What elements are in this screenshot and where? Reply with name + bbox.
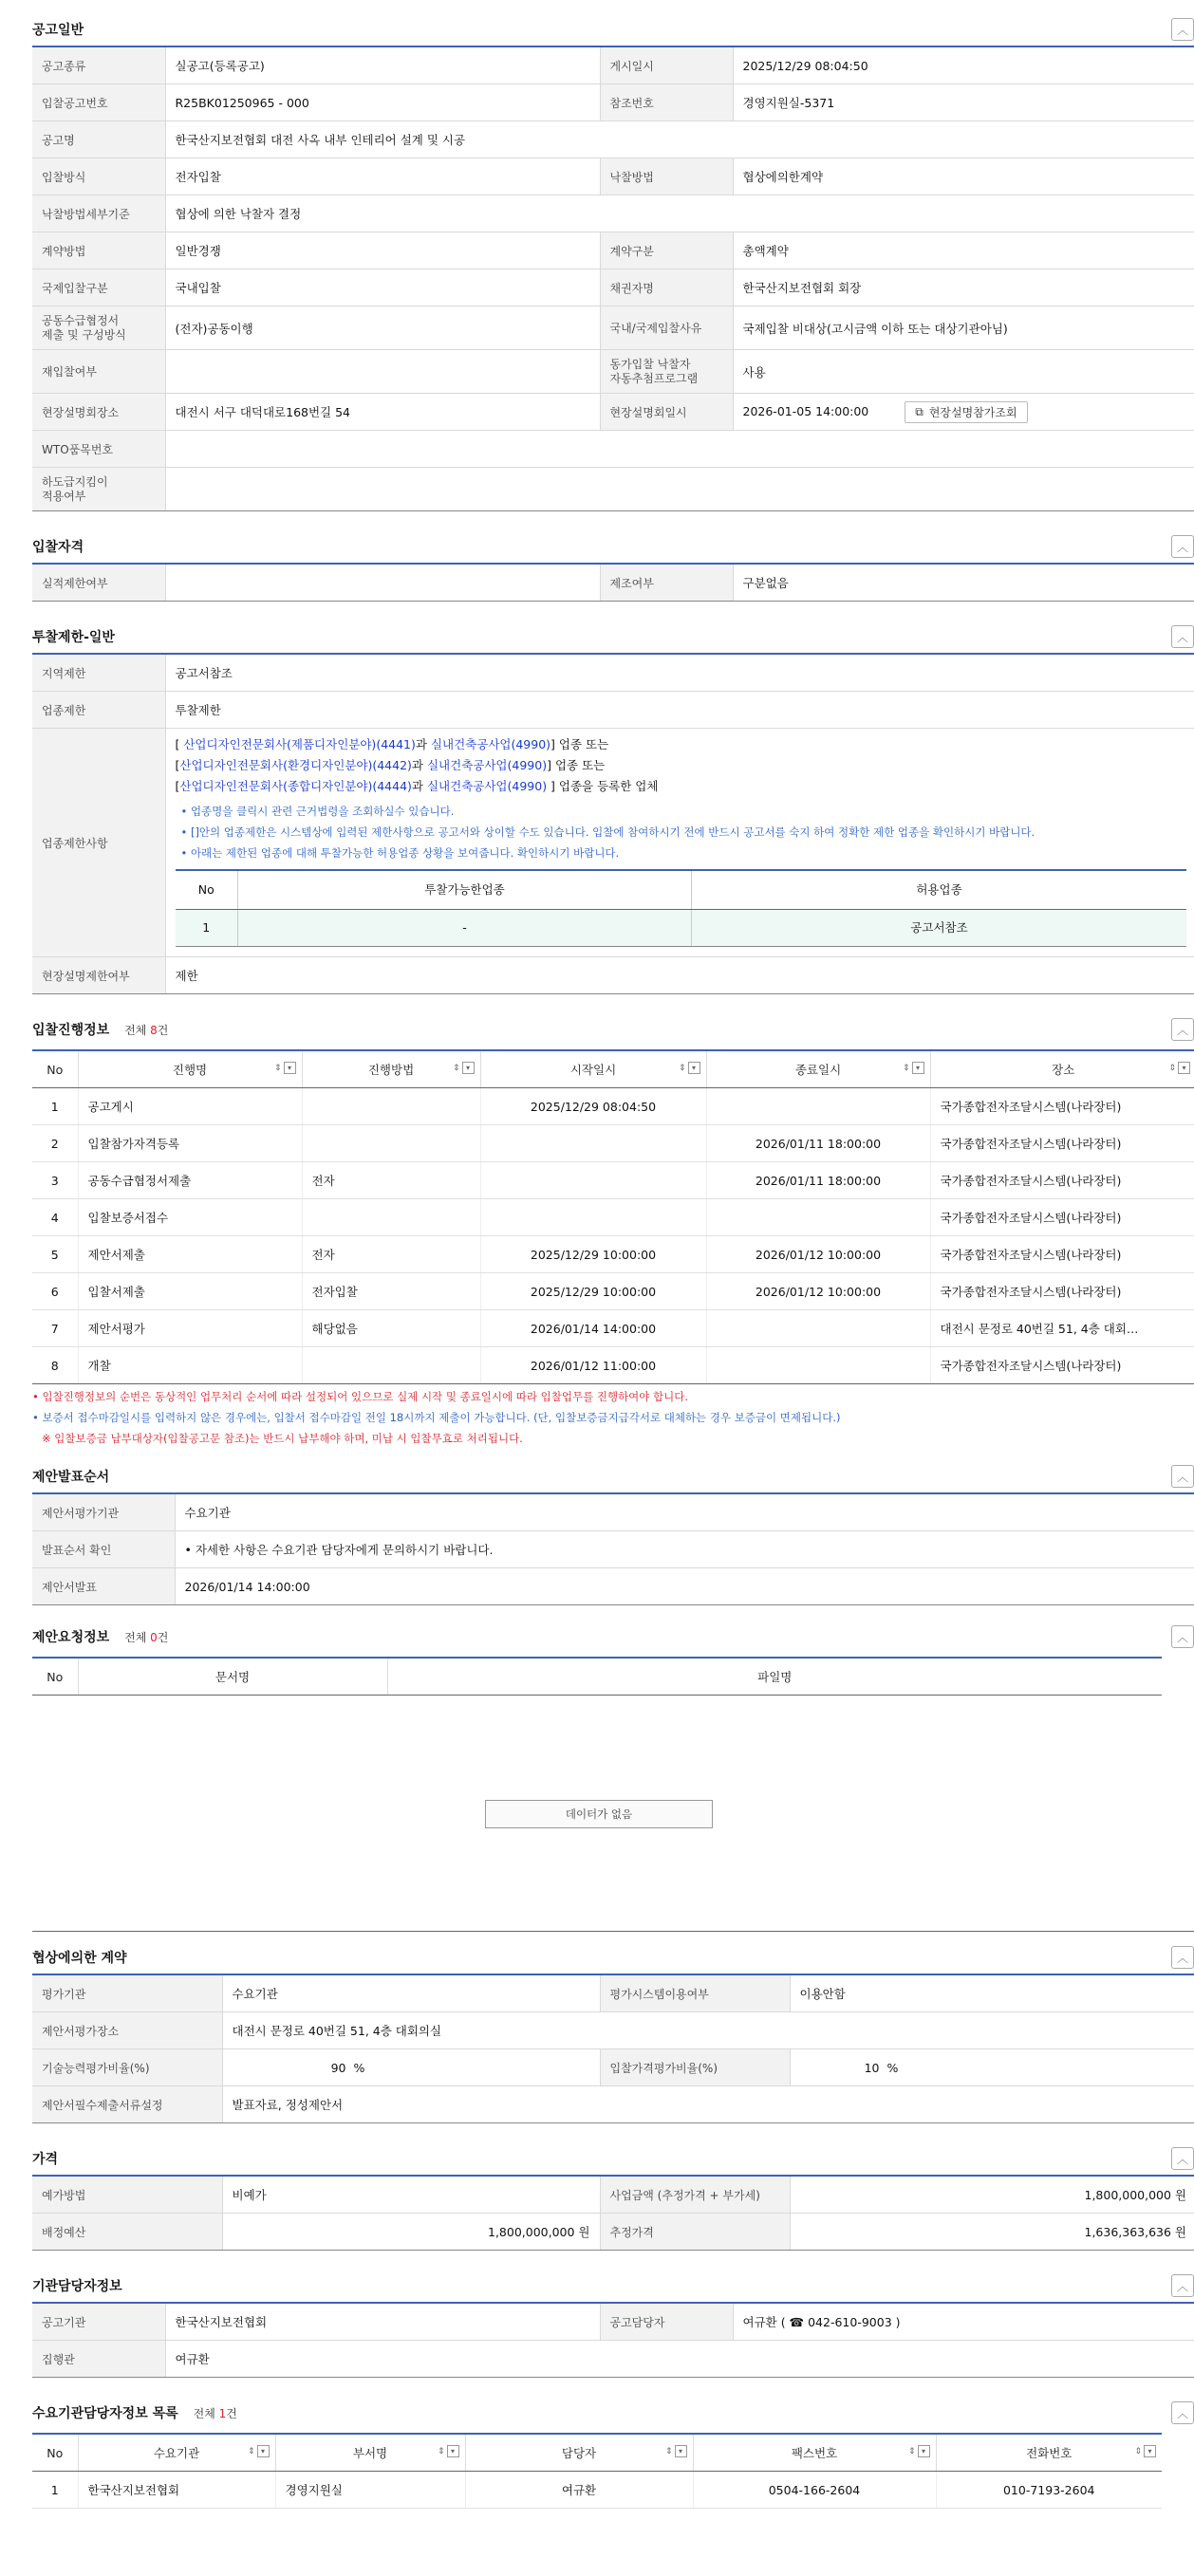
col-header-label: 시작일시 — [569, 1063, 617, 1077]
count-prefix: 전체 — [124, 1024, 151, 1037]
industry-line: [산업디자인전문회사(종합디자인분야)(4444)과 실내건축공사업(4990) ] 업종을 등록한 업체 — [175, 779, 659, 793]
value — [165, 431, 1194, 468]
table-row — [32, 1273, 1194, 1310]
value — [222, 2049, 600, 2086]
cell: 국가종합전자조달시스템(나라장터) — [930, 1236, 1194, 1273]
value: 전자입찰 — [165, 158, 600, 195]
section-title — [32, 1627, 168, 1646]
cell — [706, 1199, 930, 1236]
table-row — [32, 1088, 1194, 1125]
presentation-table — [32, 1494, 1194, 1605]
cell: 6 — [32, 1273, 78, 1310]
cell — [706, 1088, 930, 1125]
chevron-up-icon[interactable]: ︿ — [1171, 2147, 1194, 2170]
label: 현장설명회장소 — [32, 394, 165, 431]
col-header[interactable] — [465, 2434, 693, 2472]
industry-restriction-detail — [165, 729, 1194, 957]
count — [194, 2407, 237, 2420]
label: 현장설명회일시 — [600, 394, 733, 431]
sort-icon[interactable]: ⇕ ▾ — [274, 1062, 296, 1074]
cell — [302, 1199, 480, 1236]
cell: - — [238, 910, 692, 947]
label — [32, 306, 165, 350]
cell: 2025/12/29 10:00:00 — [480, 1273, 706, 1310]
col-header-label: 수요기관 — [153, 2446, 200, 2460]
label: 예가방법 — [32, 2177, 222, 2214]
qualification-table — [32, 565, 1194, 602]
cell: 입찰참가자격등록 — [78, 1125, 302, 1162]
value: (전자)공동이행 — [165, 306, 600, 350]
section-title: 기관담당자정보 — [32, 2279, 122, 2294]
label: 국제입찰구분 — [32, 269, 165, 306]
value — [790, 2049, 1194, 2086]
label: 국내/국제입찰사유 — [600, 306, 733, 350]
col-header[interactable] — [78, 1050, 302, 1088]
label: 업종제한 — [32, 692, 165, 729]
chevron-up-icon[interactable]: ︿ — [1171, 1018, 1194, 1041]
cell — [480, 1199, 706, 1236]
conjunction: 과 — [411, 758, 423, 772]
value: 비예가 — [222, 2177, 600, 2214]
label: 참조번호 — [600, 84, 733, 121]
filter-dropdown-icon[interactable]: ▾ — [912, 1062, 924, 1074]
cell: 한국산지보전협회 — [78, 2472, 275, 2509]
cell: 공고게시 — [78, 1088, 302, 1125]
cell: 공고서참조 — [692, 910, 1187, 947]
value: 2026/01/14 14:00:00 — [175, 1568, 1194, 1605]
label: 공고담당자 — [600, 2304, 733, 2341]
section-header-negotiation — [32, 1941, 1194, 1975]
cell: 경영지원실 — [275, 2472, 465, 2509]
col-header[interactable] — [78, 2434, 275, 2472]
label: 배정예산 — [32, 2214, 222, 2251]
count — [124, 1024, 168, 1037]
label: 입찰공고번호 — [32, 84, 165, 121]
price-ratio: 10 — [864, 2060, 880, 2075]
cell: 4 — [32, 1199, 78, 1236]
col-header: 허용업종 — [692, 870, 1187, 910]
label: 현장설명제한여부 — [32, 957, 165, 994]
section-title: 제안발표순서 — [32, 1470, 110, 1485]
value: 1,800,000,000 원 — [222, 2214, 600, 2251]
count-prefix: 전체 — [193, 2407, 219, 2420]
chevron-up-icon[interactable]: ︿ — [1171, 1625, 1194, 1648]
label: 채권자명 — [600, 269, 733, 306]
chevron-up-icon[interactable]: ︿ — [1171, 1946, 1194, 1969]
label: 낙찰방법 — [600, 158, 733, 195]
label: 제안서발표 — [32, 1568, 175, 1605]
proposal-request-table — [32, 1657, 1162, 1696]
label: 계약방법 — [32, 232, 165, 269]
label: 제안서필수제출서류설정 — [32, 2086, 222, 2123]
notes — [176, 801, 1187, 863]
cell — [302, 1125, 480, 1162]
industry-link[interactable]: 실내건축공사업(4990) — [430, 737, 551, 751]
table-row — [32, 1162, 1194, 1199]
cell: 0504-166-2604 — [693, 2472, 936, 2509]
cell: 2026/01/14 14:00:00 — [480, 1310, 706, 1347]
value: 대전시 문정로 40번길 51, 4층 대회의실 — [222, 2012, 1194, 2049]
section-title — [32, 1020, 168, 1039]
value: 일반경쟁 — [165, 232, 600, 269]
cell: 국가종합전자조달시스템(나라장터) — [930, 1199, 1194, 1236]
filter-dropdown-icon[interactable]: ▾ — [1144, 2445, 1156, 2457]
col-header: No — [32, 2434, 78, 2472]
count-value: 1 — [218, 2407, 227, 2420]
cell: 여규환 — [465, 2472, 693, 2509]
value: 총액계약 — [733, 232, 1194, 269]
industry-line: [산업디자인전문회사(환경디자인분야)(4442)과 실내건축공사업(4990)] 업종 또는 — [175, 758, 606, 772]
label: 재입찰여부 — [32, 350, 165, 394]
value: 국제입찰 비대상(고시금액 이하 또는 대상기관아님) — [733, 306, 1194, 350]
progress-notes — [32, 1386, 1194, 1449]
value: 수요기관 — [175, 1494, 1194, 1531]
section-title: 가격 — [32, 2152, 59, 2167]
cell: 2026/01/12 10:00:00 — [706, 1273, 930, 1310]
sort-icon[interactable]: ⇕ ▾ — [1134, 2445, 1156, 2457]
chevron-up-icon[interactable]: ︿ — [1171, 2274, 1194, 2297]
table-row — [32, 1236, 1194, 1273]
label — [600, 350, 733, 394]
value: 한국산지보전협회 — [165, 2304, 600, 2341]
filter-dropdown-icon[interactable]: ▾ — [257, 2445, 270, 2457]
value: 한국산지보전협회 대전 사옥 내부 인테리어 설계 및 시공 — [165, 121, 1194, 158]
count-value: 8 — [150, 1024, 158, 1037]
section-title: 협상에의한 계약 — [32, 1951, 127, 1966]
industry-link[interactable]: 실내건축공사업(4990) — [426, 779, 548, 793]
value: 여규환 — [165, 2341, 1194, 2378]
cell: 2 — [32, 1125, 78, 1162]
col-header[interactable] — [693, 2434, 936, 2472]
title-text: 입찰진행정보 — [32, 1023, 110, 1038]
empty-message: 데이터가 없음 — [485, 1800, 713, 1828]
label-line: 하도급지킴이 — [42, 474, 108, 489]
unit: % — [353, 2060, 365, 2075]
filter-dropdown-icon[interactable]: ▾ — [1178, 1062, 1190, 1074]
label: 실적제한여부 — [32, 565, 165, 602]
filter-dropdown-icon[interactable]: ▾ — [688, 1062, 700, 1074]
external-link-icon: ⧉ — [915, 404, 923, 418]
briefing-participant-button[interactable] — [905, 401, 1027, 423]
section-header-qualification — [32, 530, 1194, 565]
label: 기술능력평가비율(%) — [32, 2049, 222, 2086]
cell — [302, 1347, 480, 1384]
label-line: 자동추첨프로그램 — [609, 371, 699, 385]
cell: 1 — [32, 2472, 78, 2509]
filter-dropdown-icon[interactable]: ▾ — [284, 1062, 296, 1074]
cell — [480, 1125, 706, 1162]
col-header-label: 팩스번호 — [791, 2446, 838, 2460]
conjunction: 과 — [415, 737, 427, 751]
label-line: 적용여부 — [42, 489, 86, 503]
col-header-label: 진행명 — [172, 1063, 208, 1077]
note: • 보증서 접수마감일시를 입력하지 않은 경우에는, 입찰서 접수마감일 전일 18시까지 제출이 가능합니다. (단, 입찰보증금지급각서로 대체하는 경우 보증금이 면제됩니다.) — [32, 1407, 1194, 1428]
value: 경영지원실-5371 — [733, 84, 1194, 121]
value — [165, 565, 600, 602]
value: 공고서참조 — [165, 655, 1194, 692]
table-row — [32, 1347, 1194, 1384]
table-row — [32, 1125, 1194, 1162]
col-header[interactable] — [936, 2434, 1162, 2472]
cell: 010-7193-2604 — [936, 2472, 1162, 2509]
label: 계약구분 — [600, 232, 733, 269]
cell: 2026/01/11 18:00:00 — [706, 1162, 930, 1199]
button-label: 현장설명참가조회 — [928, 405, 1017, 419]
demand-contact-table — [32, 2433, 1162, 2509]
label: 공고명 — [32, 121, 165, 158]
value: 제한 — [165, 957, 1194, 994]
value: 협상에의한계약 — [733, 158, 1194, 195]
filter-dropdown-icon[interactable]: ▾ — [675, 2445, 687, 2457]
cell: 전자 — [302, 1162, 480, 1199]
label: 발표순서 확인 — [32, 1531, 175, 1568]
sort-icon[interactable]: ⇕ ▾ — [438, 2445, 459, 2457]
cell: 전자입찰 — [302, 1273, 480, 1310]
col-header: 파일명 — [387, 1658, 1162, 1696]
value: 국내입찰 — [165, 269, 600, 306]
cell: 국가종합전자조달시스템(나라장터) — [930, 1088, 1194, 1125]
cell: 국가종합전자조달시스템(나라장터) — [930, 1162, 1194, 1199]
value: 한국산지보전협회 회장 — [733, 269, 1194, 306]
col-header: No — [32, 1658, 78, 1696]
cell — [302, 1088, 480, 1125]
label: 평가시스템이용여부 — [600, 1975, 790, 2012]
filter-dropdown-icon[interactable]: ▾ — [447, 2445, 459, 2457]
cell: 제안서제출 — [78, 1236, 302, 1273]
label: 제안서평가장소 — [32, 2012, 222, 2049]
table-row — [32, 2472, 1162, 2509]
cell: 제안서평가 — [78, 1310, 302, 1347]
label: 제안서평가기관 — [32, 1494, 175, 1531]
col-header: No — [32, 1050, 78, 1088]
cell: 2025/12/29 08:04:50 — [480, 1088, 706, 1125]
industry-link[interactable]: 산업디자인전문회사(환경디자인분야)(4442) — [179, 758, 412, 772]
note: • 업종명을 클릭시 관련 근거법령을 조회하실수 있습니다. — [181, 801, 1187, 822]
col-header: 문서명 — [78, 1658, 387, 1696]
count-value: 0 — [150, 1631, 158, 1644]
value: 이용안함 — [790, 1975, 1194, 2012]
label: WTO품목번호 — [32, 431, 165, 468]
value — [165, 350, 600, 394]
industry-line: [ 산업디자인전문회사(제품디자인분야)(4441)과 실내건축공사업(4990)] 업종 또는 — [175, 737, 609, 751]
col-header-label: 장소 — [1052, 1063, 1075, 1077]
label: 집행관 — [32, 2341, 165, 2378]
sort-icon[interactable]: ⇕ ▾ — [679, 1062, 700, 1074]
table-row — [176, 910, 1187, 947]
cell: 1 — [176, 910, 238, 947]
value: 투찰제한 — [165, 692, 1194, 729]
cell — [706, 1310, 930, 1347]
filter-dropdown-icon[interactable]: ▾ — [918, 2445, 930, 2457]
chevron-up-icon[interactable]: ︿ — [1171, 18, 1194, 41]
value: R25BK01250965 - 000 — [165, 84, 600, 121]
label: 공고기관 — [32, 2304, 165, 2341]
note: • 입찰진행정보의 순번은 동상적인 업무처리 순서에 따라 설정되어 있으므로 실제 시작 및 종료일시에 따라 입찰업무를 진행하여야 합니다. — [32, 1386, 1194, 1407]
section-title: 투찰제한-일반 — [32, 630, 115, 645]
label: 지역제한 — [32, 655, 165, 692]
label-line: 공동수급협정서 — [42, 313, 120, 327]
note: • 아래는 제한된 업종에 대해 투찰가능한 허용업종 상황을 보여줍니다. 확인하시기 바랍니다. — [181, 843, 1187, 863]
label: 업종제한사항 — [32, 729, 165, 957]
label: 사업금액 (추정가격 + 부가세) — [600, 2177, 790, 2214]
cell: 3 — [32, 1162, 78, 1199]
col-header[interactable] — [275, 2434, 465, 2472]
cell: 대전시 문정로 40번길 51, 4층 대회… — [930, 1310, 1194, 1347]
line-tail: 업종 또는 — [554, 737, 609, 751]
tech-ratio: 90 — [330, 2060, 346, 2075]
section-title: 입찰자격 — [32, 540, 84, 555]
cell: 공동수급협정서제출 — [78, 1162, 302, 1199]
value: • 자세한 사항은 수요기관 담당자에게 문의하시기 바랍니다. — [175, 1531, 1194, 1568]
value: 1,636,363,636 원 — [790, 2214, 1194, 2251]
cell: 2026/01/12 10:00:00 — [706, 1236, 930, 1273]
col-header-label: 종료일시 — [794, 1063, 842, 1077]
title-text: 수요기관담당자정보 목록 — [32, 2406, 178, 2421]
general-info-table — [32, 47, 1194, 511]
chevron-up-icon[interactable]: ︿ — [1171, 625, 1194, 648]
negotiation-table — [32, 1975, 1194, 2123]
value: 1,800,000,000 원 — [790, 2177, 1194, 2214]
col-header[interactable] — [480, 1050, 706, 1088]
cell: 8 — [32, 1347, 78, 1384]
value: 수요기관 — [222, 1975, 600, 2012]
sort-icon[interactable]: ⇕ ▾ — [908, 2445, 930, 2457]
page — [32, 13, 1194, 2509]
col-header-label: 부서명 — [352, 2446, 388, 2460]
label: 입찰방식 — [32, 158, 165, 195]
cell: 1 — [32, 1088, 78, 1125]
section-header-bid-restriction — [32, 621, 1194, 655]
section-header-agency-contact — [32, 2270, 1194, 2304]
label — [32, 468, 165, 511]
allowed-industry-table — [176, 869, 1187, 947]
value: 협상에 의한 낙찰자 결정 — [165, 195, 1194, 232]
section-title: 공고일반 — [32, 23, 84, 38]
cell: 2026/01/11 18:00:00 — [706, 1125, 930, 1162]
sort-icon[interactable]: ⇕ ▾ — [903, 1062, 924, 1074]
section-header-progress — [32, 1013, 1194, 1046]
col-header-label: 담당자 — [561, 2446, 597, 2460]
cell: 2025/12/29 10:00:00 — [480, 1236, 706, 1273]
section-header-price — [32, 2142, 1194, 2177]
label-line: 동가입찰 낙찰자 — [609, 357, 691, 371]
progress-table — [32, 1049, 1194, 1384]
title-text: 제안요청정보 — [32, 1630, 110, 1645]
filter-dropdown-icon[interactable]: ▾ — [462, 1062, 475, 1074]
bid-restriction-table — [32, 655, 1194, 994]
cell: 전자 — [302, 1236, 480, 1273]
col-header: 투찰가능한업종 — [238, 870, 692, 910]
label: 낙찰방법세부기준 — [32, 195, 165, 232]
count-suffix: 건 — [226, 2407, 237, 2420]
industry-link[interactable]: 산업디자인전문회사(종합디자인분야)(4444) — [179, 779, 412, 793]
section-title — [32, 2403, 237, 2422]
value: 2025/12/29 08:04:50 — [733, 47, 1194, 84]
sort-icon[interactable]: ⇕ ▾ — [453, 1062, 475, 1074]
count-prefix: 전체 — [124, 1631, 151, 1644]
section-header-presentation — [32, 1460, 1194, 1494]
value: 실공고(등록공고) — [165, 47, 600, 84]
chevron-up-icon[interactable]: ︿ — [1171, 2401, 1194, 2424]
count — [124, 1631, 168, 1644]
note: • []안의 업종제한은 시스템상에 입력된 제한사항으로 공고서와 상이할 수도 있습니다. 입찰에 참여하시기 전에 반드시 공고서를 숙지 하여 정확한 제한 업종을 확인하시기 바랍니다. — [181, 822, 1187, 843]
line-tail: 업종 또는 — [550, 758, 606, 772]
chevron-up-icon[interactable]: ︿ — [1171, 1465, 1194, 1488]
label: 제조여부 — [600, 565, 733, 602]
label-line: 제출 및 구성방식 — [42, 327, 126, 342]
cell: 국가종합전자조달시스템(나라장터) — [930, 1125, 1194, 1162]
cell — [480, 1162, 706, 1199]
cell: 해당없음 — [302, 1310, 480, 1347]
cell: 5 — [32, 1236, 78, 1273]
industry-link[interactable]: 실내건축공사업(4990) — [426, 758, 548, 772]
label: 평가기관 — [32, 1975, 222, 2012]
sort-icon[interactable]: ⇕ ▾ — [248, 2445, 270, 2457]
label: 추정가격 — [600, 2214, 790, 2251]
col-header: No — [176, 870, 238, 910]
sort-icon[interactable]: ⇕ ▾ — [1168, 1062, 1190, 1074]
value — [165, 468, 1194, 511]
unit: % — [886, 2060, 899, 2075]
col-header[interactable] — [706, 1050, 930, 1088]
section-header-proposal-request — [32, 1621, 1194, 1653]
cell: 7 — [32, 1310, 78, 1347]
col-header[interactable] — [302, 1050, 480, 1088]
cell: 개찰 — [78, 1347, 302, 1384]
value: 대전시 서구 대덕대로168번길 54 — [165, 394, 600, 431]
value: 발표자료, 정성제안서 — [222, 2086, 1194, 2123]
col-header-label: 진행방법 — [367, 1063, 415, 1077]
chevron-up-icon[interactable]: ︿ — [1171, 535, 1194, 558]
col-header-label: 전화번호 — [1026, 2446, 1073, 2460]
label: 입찰가격평가비율(%) — [600, 2049, 790, 2086]
cell: 입찰서제출 — [78, 1273, 302, 1310]
briefing-datetime: 2026-01-05 14:00:00 — [742, 403, 869, 418]
sort-icon[interactable]: ⇕ ▾ — [665, 2445, 687, 2457]
note: ※ 입찰보증금 납부대상자(입찰공고문 참조)는 반드시 납부해야 하며, 미납 시 입찰무효로 처리됩니다. — [42, 1432, 523, 1445]
label: 공고종류 — [32, 47, 165, 84]
table-row — [32, 1310, 1194, 1347]
count-suffix: 건 — [157, 1024, 169, 1037]
line-tail: 업종을 등록한 업체 — [554, 779, 659, 793]
count-suffix: 건 — [157, 1631, 169, 1644]
empty-area — [32, 1696, 1194, 1932]
table-row — [32, 1199, 1194, 1236]
cell: 국가종합전자조달시스템(나라장터) — [930, 1273, 1194, 1310]
conjunction: 과 — [411, 779, 423, 793]
cell — [706, 1347, 930, 1384]
value: 구분없음 — [733, 565, 1194, 602]
section-header-general — [32, 13, 1194, 47]
industry-link[interactable]: 산업디자인전문회사(제품디자인분야)(4441) — [183, 737, 416, 751]
section-header-demand-contact — [32, 2397, 1194, 2429]
value — [733, 394, 1194, 431]
price-table — [32, 2177, 1194, 2251]
value: 여규환 ( ☎ 042-610-9003 ) — [733, 2304, 1194, 2341]
cell: 2026/01/12 11:00:00 — [480, 1347, 706, 1384]
agency-contact-table — [32, 2304, 1194, 2378]
cell: 입찰보증서접수 — [78, 1199, 302, 1236]
cell: 국가종합전자조달시스템(나라장터) — [930, 1347, 1194, 1384]
value: 사용 — [733, 350, 1194, 394]
col-header[interactable] — [930, 1050, 1194, 1088]
label: 게시일시 — [600, 47, 733, 84]
